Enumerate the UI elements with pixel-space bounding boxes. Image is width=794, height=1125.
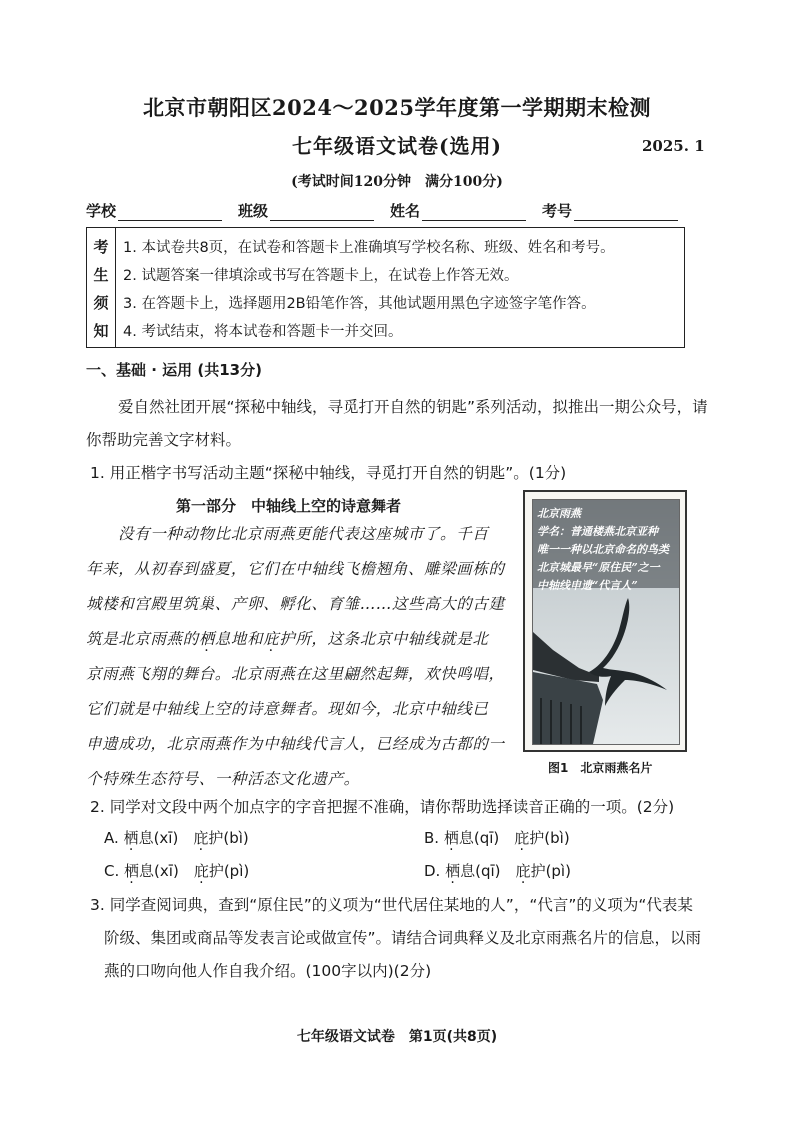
option-text: 护(pì) <box>208 862 250 880</box>
passage-line: 城楼和宫殿里筑巢、产卵、孵化、育雏……这些高大的古建 <box>86 595 505 613</box>
school-label: 学校 <box>86 202 117 220</box>
part-title: 第一部分 中轴线上空的诗意舞者 <box>176 497 402 515</box>
notice-item: 3. 在答题卡上，选择题用2B铅笔作答，其他试题用黑色字迹签字笔作答。 <box>123 296 596 312</box>
option-text: 护(pì) <box>530 862 571 880</box>
intro-line: 爱自然社团开展“探秘中轴线，寻觅打开自然的钥匙”系列活动，拟推出一期公众号，请 <box>118 398 708 416</box>
notice-head-char: 生 <box>93 266 109 284</box>
option-text: 息(qī) <box>458 829 500 847</box>
option-text: 息(qī) <box>460 862 501 880</box>
swift-name-card <box>523 490 687 752</box>
question-3-line: 3. 同学查阅词典，查到“原住民”的义项为“世代居住某地的人”，“代言”的义项为“代表某 <box>90 896 693 914</box>
exam-notice-box <box>86 227 685 348</box>
dotted-char: 栖 <box>445 862 461 880</box>
class-label: 班级 <box>238 202 269 220</box>
swift-card-photo <box>532 499 680 745</box>
passage-line: 没有一种动物比北京雨燕更能代表这座城市了。千百 <box>118 525 489 543</box>
notice-heading <box>87 228 116 347</box>
exam-title: 北京市朝阳区2024～2025学年度第一学期期末检测 <box>143 95 651 120</box>
figure-caption: 图1 北京雨燕名片 <box>548 761 653 775</box>
dotted-char: 栖 <box>443 829 459 847</box>
dotted-char: 栖 <box>123 829 139 847</box>
option-text: 护(bì) <box>529 829 570 847</box>
exam-time-note: (考试时间120分钟 满分100分) <box>291 174 503 190</box>
passage-line: 京雨燕飞翔的舞台。北京雨燕在这里翩然起舞，欢快鸣唱， <box>86 665 505 683</box>
option-label: D. <box>424 862 441 880</box>
student-info-row <box>86 200 686 220</box>
exam-number-label: 考号 <box>542 202 573 220</box>
question-1: 1. 用正楷字书写活动主题“探秘中轴线，寻觅打开自然的钥匙”。(1分) <box>90 464 567 482</box>
name-label: 姓名 <box>390 202 421 220</box>
question-3-line: 阶级、集团或商品等发表言论或做宣传”。请结合词典释义及北京雨燕名片的信息，以雨 <box>104 929 702 947</box>
page-footer: 七年级语文试卷 第1页(共8页) <box>296 1029 498 1045</box>
name-field[interactable] <box>390 200 526 221</box>
dotted-char: 栖 <box>124 862 140 880</box>
notice-item: 4. 考试结束，将本试卷和答题卡一并交回。 <box>123 324 403 340</box>
passage-line: 个特殊生态符号、一种活态文化遗产。 <box>86 770 360 788</box>
passage-text: 护所，这条北京中轴线就是北 <box>279 630 489 648</box>
option-text: 息(xī) <box>138 829 179 847</box>
passage-line <box>86 627 489 649</box>
notice-item: 2. 试题答案一律填涂或书写在答题卡上，在试卷上作答无效。 <box>123 268 519 284</box>
option-c[interactable] <box>104 860 249 881</box>
option-text: 息(xī) <box>139 862 179 880</box>
card-line: 唯一一种以北京命名的鸟类 <box>537 543 669 556</box>
card-line: 中轴线申遗“代言人” <box>537 579 638 592</box>
card-line: 学名：普通楼燕北京亚种 <box>537 525 658 538</box>
option-b[interactable] <box>424 827 570 848</box>
exam-number-field[interactable] <box>542 200 678 221</box>
passage-text: 筑是北京雨燕的 <box>86 630 199 648</box>
dotted-char: 庇 <box>193 862 209 880</box>
option-d[interactable] <box>424 860 571 881</box>
question-2-stem: 2. 同学对文段中两个加点字的字音把握不准确，请你帮助选择读音正确的一项。(2分) <box>90 798 675 816</box>
exam-subtitle: 七年级语文试卷(选用) <box>292 134 502 158</box>
intro-line: 你帮助完善文字材料。 <box>86 431 242 449</box>
question-3-line: 燕的口吻向他人作自我介绍。(100字以内)(2分) <box>104 962 432 980</box>
card-title: 北京雨燕 <box>537 507 581 520</box>
notice-head-char: 知 <box>93 322 109 340</box>
option-text: 护(bì) <box>208 829 249 847</box>
option-label: C. <box>104 862 120 880</box>
passage-line: 申遗成功，北京雨燕作为中轴线代言人，已经成为古都的一 <box>86 735 505 753</box>
card-line: 北京城最早“原住民”之一 <box>537 561 660 574</box>
dotted-char: 庇 <box>263 630 280 648</box>
notice-head-char: 考 <box>93 238 109 256</box>
passage-text: 息地和 <box>214 630 264 648</box>
dotted-char: 栖 <box>198 630 215 648</box>
option-label: A. <box>104 829 119 847</box>
dotted-char: 庇 <box>514 829 530 847</box>
exam-date: 2025. 1 <box>642 137 705 155</box>
dotted-char: 庇 <box>515 862 531 880</box>
class-field[interactable] <box>238 200 374 221</box>
notice-head-char: 须 <box>93 294 109 312</box>
option-a[interactable] <box>104 827 249 848</box>
section-title: 一、基础 · 运用 (共13分) <box>86 361 262 379</box>
school-field[interactable] <box>86 200 222 221</box>
passage-line: 它们就是中轴线上空的诗意舞者。现如今，北京中轴线已 <box>86 700 489 718</box>
dotted-char: 庇 <box>193 829 209 847</box>
option-label: B. <box>424 829 440 847</box>
notice-item: 1. 本试卷共8页，在试卷和答题卡上准确填写学校名称、班级、姓名和考号。 <box>123 240 615 256</box>
passage-line: 年来，从初春到盛夏，它们在中轴线飞檐翘角、雕梁画栋的 <box>86 560 505 578</box>
